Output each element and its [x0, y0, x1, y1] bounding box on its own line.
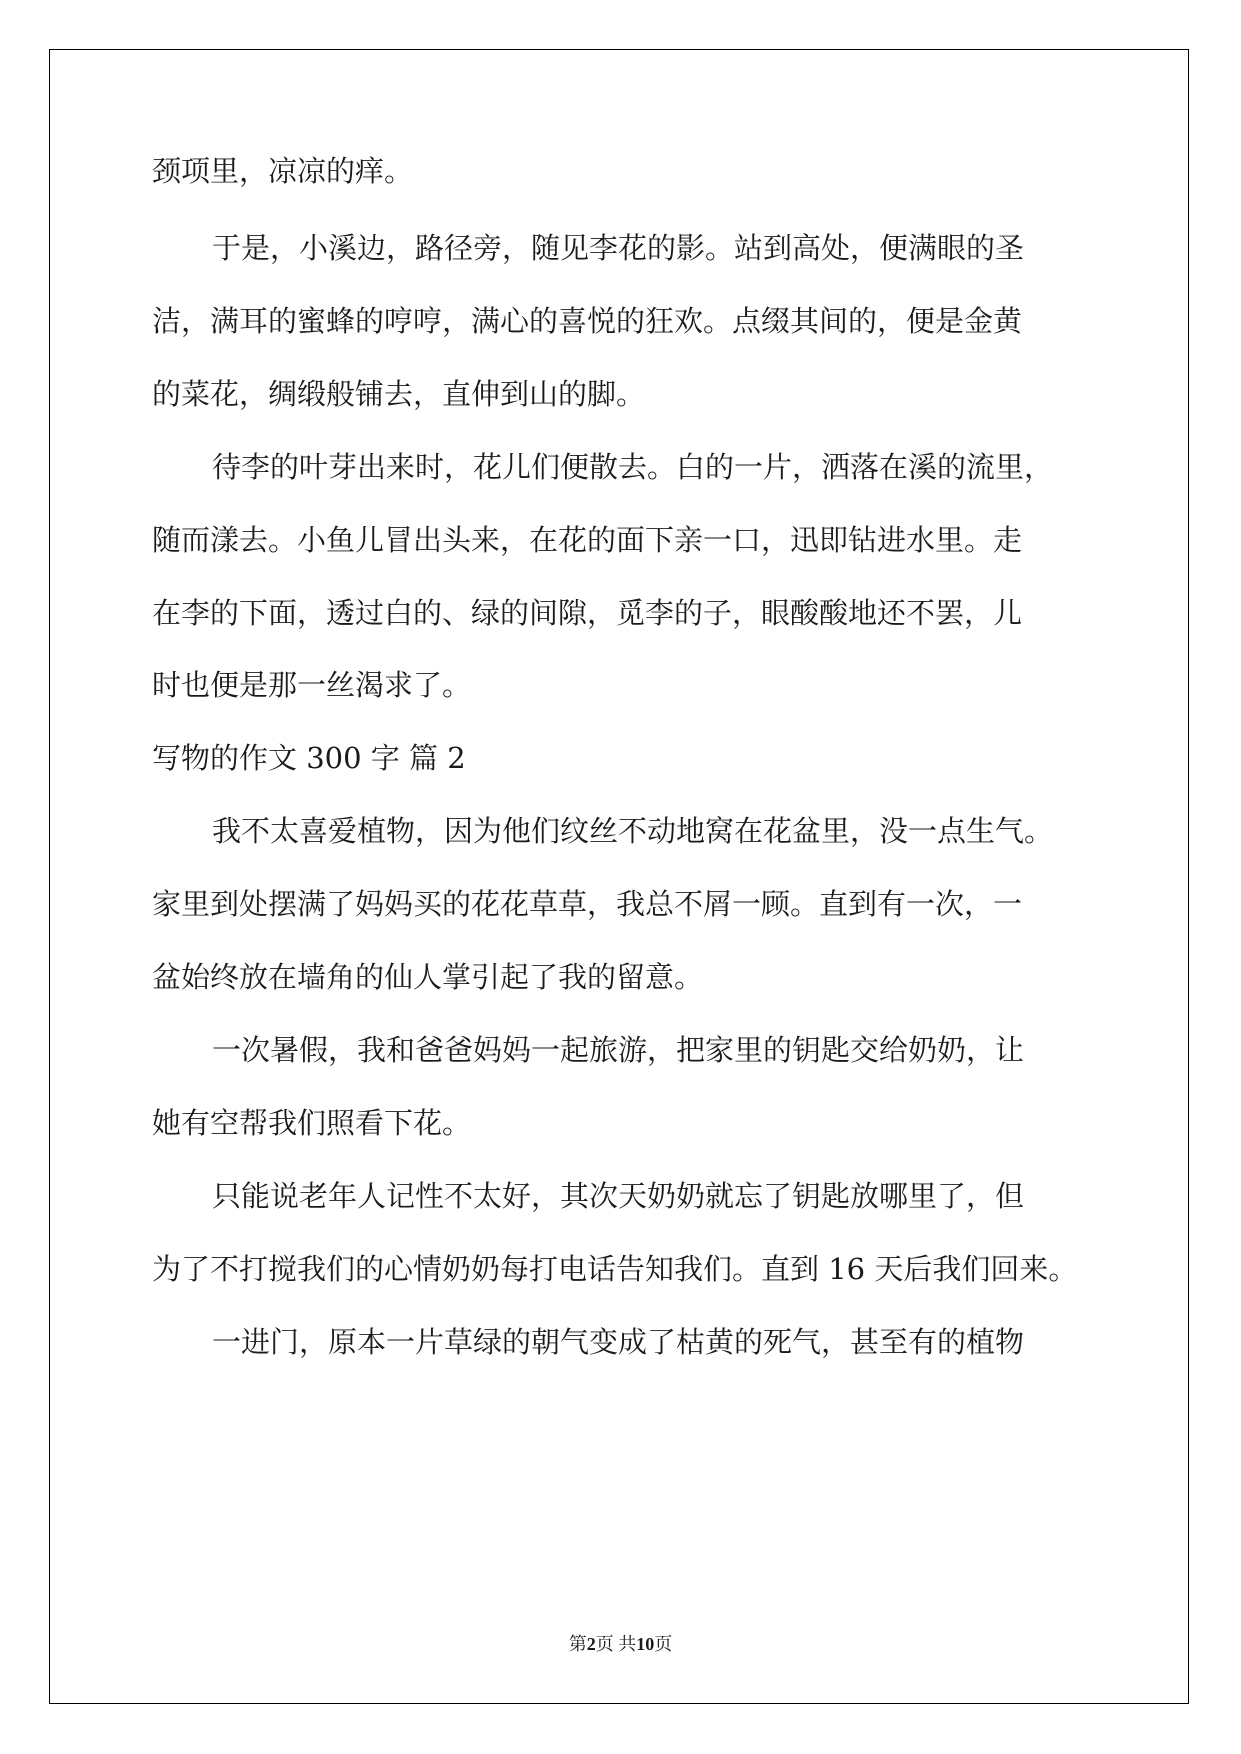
paragraph-line: 她有空帮我们照看下花。 — [152, 1106, 472, 1140]
paragraph-line: 的菜花，绸缎般铺去，直伸到山的脚。 — [152, 377, 646, 411]
paragraph-line: 在李的下面，透过白的、绿的间隙，觅李的子，眼酸酸地还不罢，儿 — [152, 596, 1023, 630]
paragraph-line: 一进门，原本一片草绿的朝气变成了枯黄的死气，甚至有的植物 — [212, 1325, 1025, 1359]
paragraph-line: 盆始终放在墙角的仙人掌引起了我的留意。 — [152, 960, 704, 994]
paragraph-line: 只能说老年人记性不太好，其次天奶奶就忘了钥匙放哪里了，但 — [212, 1179, 1025, 1213]
paragraph-line: 洁，满耳的蜜蜂的哼哼，满心的喜悦的狂欢。点缀其间的，便是金黄 — [152, 304, 1023, 338]
footer-middle: 页 共 — [595, 1634, 637, 1654]
current-page-number: 2 — [586, 1634, 596, 1654]
paragraph-line: 家里到处摆满了妈妈买的花花草草，我总不屑一顾。直到有一次，一 — [152, 887, 1023, 921]
footer-suffix: 页 — [654, 1634, 673, 1654]
page-footer — [0, 1630, 1241, 1656]
paragraph-line: 为了不打搅我们的心情奶奶每打电话告知我们。直到 16 天后我们回来。 — [152, 1252, 1078, 1286]
footer-prefix: 第 — [568, 1634, 587, 1654]
paragraph-line: 待李的叶芽出来时，花儿们便散去。白的一片，洒落在溪的流里， — [212, 450, 1054, 484]
paragraph-line: 于是，小溪边，路径旁，随见李花的影。站到高处，便满眼的圣 — [212, 231, 1025, 265]
paragraph-line: 一次暑假，我和爸爸妈妈一起旅游，把家里的钥匙交给奶奶，让 — [212, 1033, 1025, 1067]
total-pages-number: 10 — [636, 1634, 655, 1654]
paragraph-line: 随而漾去。小鱼儿冒出头来，在花的面下亲一口，迅即钻进水里。走 — [152, 523, 1023, 557]
paragraph-line: 时也便是那一丝渴求了。 — [152, 668, 472, 702]
page-border — [49, 49, 1189, 1704]
paragraph-line: 我不太喜爱植物，因为他们纹丝不动地窝在花盆里，没一点生气。 — [212, 814, 1054, 848]
section-heading: 写物的作文 300 字 篇 2 — [152, 741, 466, 775]
paragraph-line: 颈项里，凉凉的痒。 — [152, 154, 414, 188]
